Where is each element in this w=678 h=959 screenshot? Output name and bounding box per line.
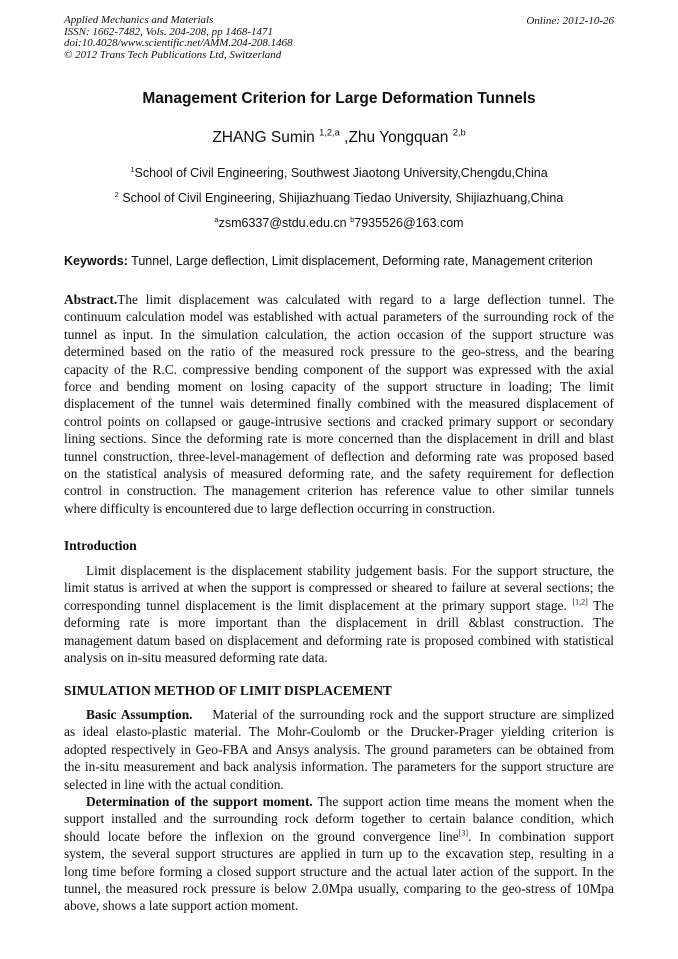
text-line: on the statistical analysis of measured deforming rate, and the safety requirement for deflection (64, 465, 614, 481)
text-line: selected in line with the actual condition. (64, 776, 284, 792)
text-line: support installed and the surrounding rock deform together to certain balance condition, which (64, 811, 614, 827)
text-line (64, 828, 614, 845)
text-line: tunnel construction, three-level-management of deflection and deforming rate was proposed based (64, 448, 614, 464)
online-date: Online: 2012-10-26 (526, 15, 614, 27)
text-line: displacement of the tunnel wais determined finally combined with the measured displacement of (64, 396, 614, 412)
copyright: © 2012 Trans Tech Publications Ltd, Switzerland (64, 48, 282, 61)
text-line: lining sections. Since the deforming rate is more concerned than the displacement in drill and blast (64, 431, 614, 447)
text-line: force and bending moment on losing capacity of the support structure in loading; The limit (64, 378, 614, 394)
author-2: Zhu Yongquan (348, 129, 449, 146)
text-line: as ideal elasto-plastic material. The Mohr-Coulomb or the Drucker-Prager yielding criterion is (64, 724, 614, 740)
email-a: zsm6337@stdu.edu.cn (218, 216, 351, 230)
keywords (64, 254, 593, 268)
citation: [3] (458, 828, 469, 838)
section-heading: SIMULATION METHOD OF LIMIT DISPLACEMENT (64, 683, 392, 698)
text-line: adopted respectively in Geo-FBA and Ansys analysis. The ground parameters can be obtained from (64, 741, 614, 757)
text-span: The (587, 597, 614, 613)
journal-name: Applied Mechanics and Materials (64, 14, 214, 26)
introduction-paragraph (64, 562, 614, 666)
text-line: analysis on in-situ measured deforming rate data. (64, 649, 328, 665)
text-line: limit status is arrived at when the support is compressed or sheared to failure at several sections; the (64, 580, 614, 596)
affiliation-2 (0, 191, 678, 205)
subheading: Determination of the support moment. (86, 793, 313, 809)
text-line: the in-situ measurement and back analysis information. The parameters for the support structure are (64, 759, 614, 775)
aff-text: School of Civil Engineering, Southwest Jiaotong University,Chengdu,China (134, 166, 548, 180)
doi: doi:10.4028/www.scientific.net/AMM.204-208.1468 (64, 37, 293, 49)
email-sup: b (350, 214, 355, 224)
aff-sup: 1 (130, 164, 135, 174)
issn: ISSN: 1662-7482, Vols. 204-208, pp 1468-1471 (64, 25, 273, 38)
text-line: continuum calculation model was established with actual parameters of the surrounding rock of the (64, 309, 614, 325)
text-line: tunnel as input. In the simulation calculation, the action occasion of the support structure was (64, 326, 614, 342)
text-line: control in construction. The management criterion has reference value to other similar tunnels (64, 483, 614, 499)
abstract (64, 291, 614, 517)
author-sep: , (344, 129, 349, 146)
authors (0, 129, 678, 147)
text-span: corresponding tunnel displacement is the limit displacement at the primary support stage. (64, 597, 573, 613)
text-line: where difficulty is encountered due to large deflection occurring in construction. (64, 500, 496, 516)
paper-title: Management Criterion for Large Deformation Tunnels (142, 90, 536, 107)
aff-text: School of Civil Engineering, Shijiazhuang Tiedao University, Shijiazhuang,China (118, 191, 564, 205)
author-2-sup: 2,b (452, 127, 466, 138)
text-line (64, 597, 614, 614)
introduction-heading: Introduction (64, 538, 137, 553)
email-b: 7935526@163.com (354, 216, 464, 230)
text-line: management datum based on displacement and deforming rate is proposed combined with statistical (64, 632, 614, 648)
author-1: ZHANG Sumin (212, 129, 315, 146)
text-line: system, the several support structures are applied in turn up to the excavation step, resulting in a (64, 846, 614, 862)
subheading: Basic Assumption. (86, 707, 193, 722)
affiliation-1 (0, 166, 678, 180)
emails (0, 216, 678, 230)
text-span: should locate before the inflexion on the ground convergence line (64, 828, 459, 844)
author-1-sup: 1,2,a (319, 127, 340, 138)
citation: [1,2] (572, 597, 588, 607)
text-span: The support action time means the moment when the (312, 793, 615, 809)
keywords-text: Tunnel, Large deflection, Limit displacement, Deforming rate, Management criterion (127, 254, 593, 268)
text-line: deforming rate is more important than the displacement in drill &blast construction. The (64, 615, 614, 631)
text-span: The limit displacement was calculated with regard to a large deflection tunnel. The (117, 292, 614, 307)
text-span: Material of the surrounding rock and the support structure are simplized (192, 707, 615, 722)
aff-sup: 2 (114, 189, 119, 199)
text-span: . In combination support (468, 828, 614, 844)
text-line: long time before forming a closed support structure and the actual later action of the support. In the (64, 863, 614, 879)
abstract-label: Abstract. (64, 292, 118, 307)
keywords-label: Keywords: (64, 254, 128, 268)
text-line (64, 793, 614, 810)
text-line (64, 706, 614, 723)
text-line: above, shows a late support action moment. (64, 898, 299, 914)
text-line: capacity of the R.C. compressive bending component of the support was expressed with the axial (64, 361, 614, 377)
text-line: Limit displacement is the displacement stability judgement basis. For the support structure, the (86, 563, 614, 578)
text-line: determined based on the ratio of the measured rock pressure to the geo-stress, and the bearing (64, 344, 614, 360)
simulation-section (64, 706, 614, 915)
text-line (64, 291, 614, 308)
email-sup: a (214, 214, 219, 224)
text-line: tunnel, the measured rock pressure is below 2.0Mpa usually, comparing to the geo-stress of 10Mpa (64, 880, 614, 896)
text-line: control points on collapsed or gauge-intrusive sections and cracked primary support or secondary (64, 413, 614, 429)
